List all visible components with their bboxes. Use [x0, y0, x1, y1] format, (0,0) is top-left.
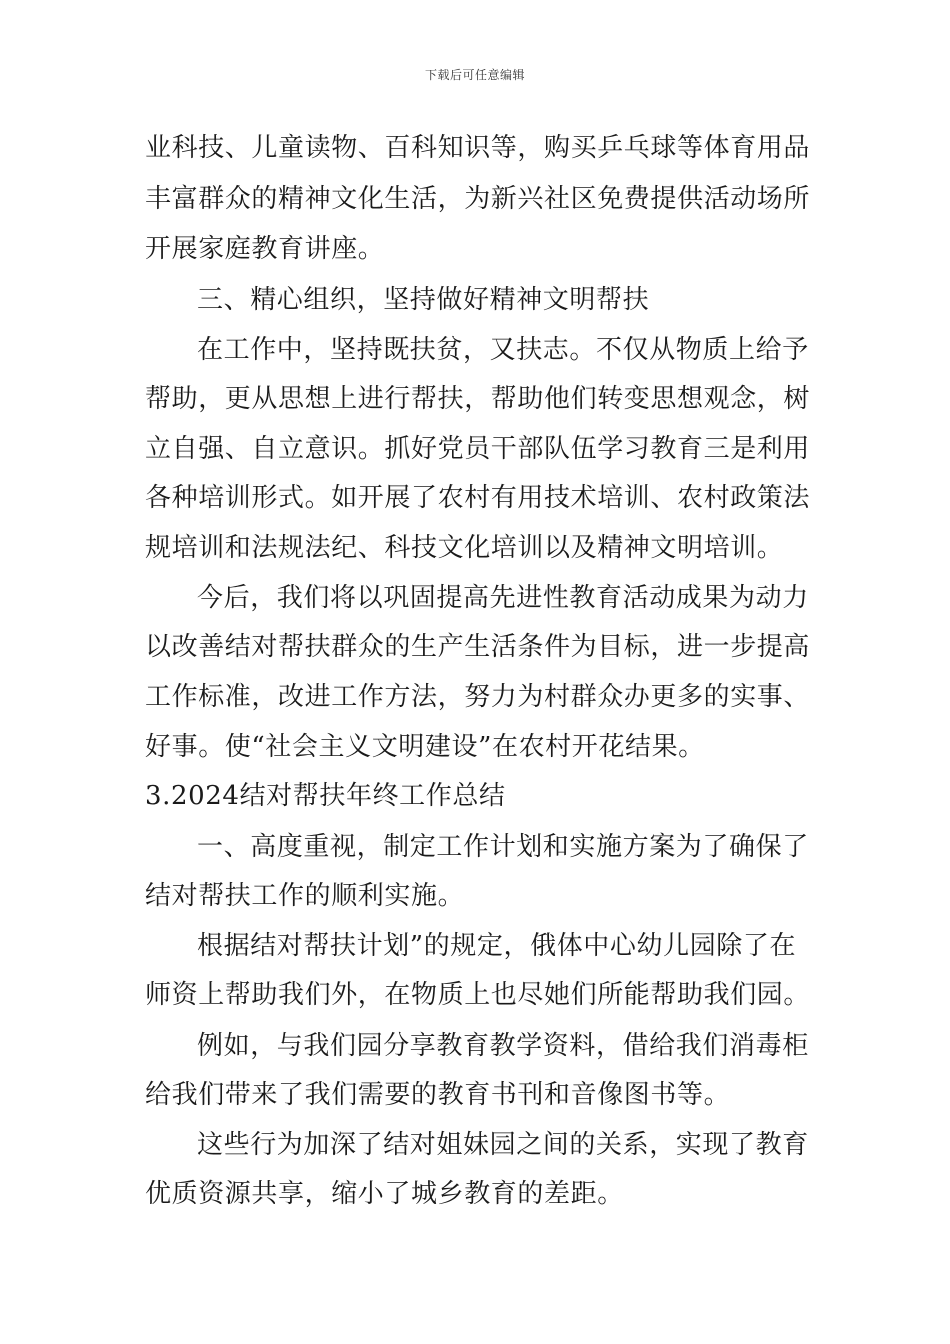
- text-line: 好事。使“社会主义文明建设”在农村开花结果。: [145, 732, 705, 762]
- text-line: 以改善结对帮扶群众的生产生活条件为目标，进一步提高: [145, 632, 811, 662]
- text-line: 帮助，更从思想上进行帮扶，帮助他们转变思想观念，树: [145, 384, 811, 414]
- text-line: 师资上帮助我们外，在物质上也尽她们所能帮助我们园。: [145, 980, 811, 1010]
- text-line: 一、高度重视，制定工作计划和实施方案为了确保了: [197, 832, 809, 862]
- text-line: 根据结对帮扶计划”的规定，俄体中心幼儿园除了在: [197, 931, 797, 961]
- text-line: 各种培训形式。如开展了农村有用技术培训、农村政策法: [145, 483, 811, 513]
- text-line: 规培训和法规法纪、科技文化培训以及精神文明培训。: [145, 533, 784, 563]
- text-line: 丰富群众的精神文化生活，为新兴社区免费提供活动场所: [145, 184, 811, 214]
- text-line: 例如，与我们园分享教育教学资料，借给我们消毒柜: [197, 1031, 809, 1061]
- text-line: 工作标准，改进工作方法，努力为村群众办更多的实事、: [145, 682, 811, 712]
- text-line: 给我们带来了我们需要的教育书刊和音像图书等。: [145, 1080, 731, 1110]
- text-line: 立自强、自立意识。抓好党员干部队伍学习教育三是利用: [145, 434, 811, 464]
- section-title: 3.2024结对帮扶年终工作总结: [145, 781, 506, 811]
- page-header: 下载后可任意编辑: [424, 68, 525, 82]
- text-line: 开展家庭教育讲座。: [145, 234, 385, 264]
- section-heading: 三、精心组织，坚持做好精神文明帮扶: [197, 285, 650, 315]
- text-line: 这些行为加深了结对姐妹园之间的关系，实现了教育: [197, 1130, 809, 1160]
- text-line: 结对帮扶工作的顺利实施。: [145, 881, 465, 911]
- text-line: 今后，我们将以巩固提高先进性教育活动成果为动力: [197, 583, 809, 613]
- text-line: 优质资源共享，缩小了城乡教育的差距。: [145, 1179, 624, 1209]
- text-line: 在工作中，坚持既扶贫，又扶志。不仅从物质上给予: [197, 335, 809, 365]
- text-line: 业科技、儿童读物、百科知识等，购买乒乓球等体育用品: [145, 133, 811, 163]
